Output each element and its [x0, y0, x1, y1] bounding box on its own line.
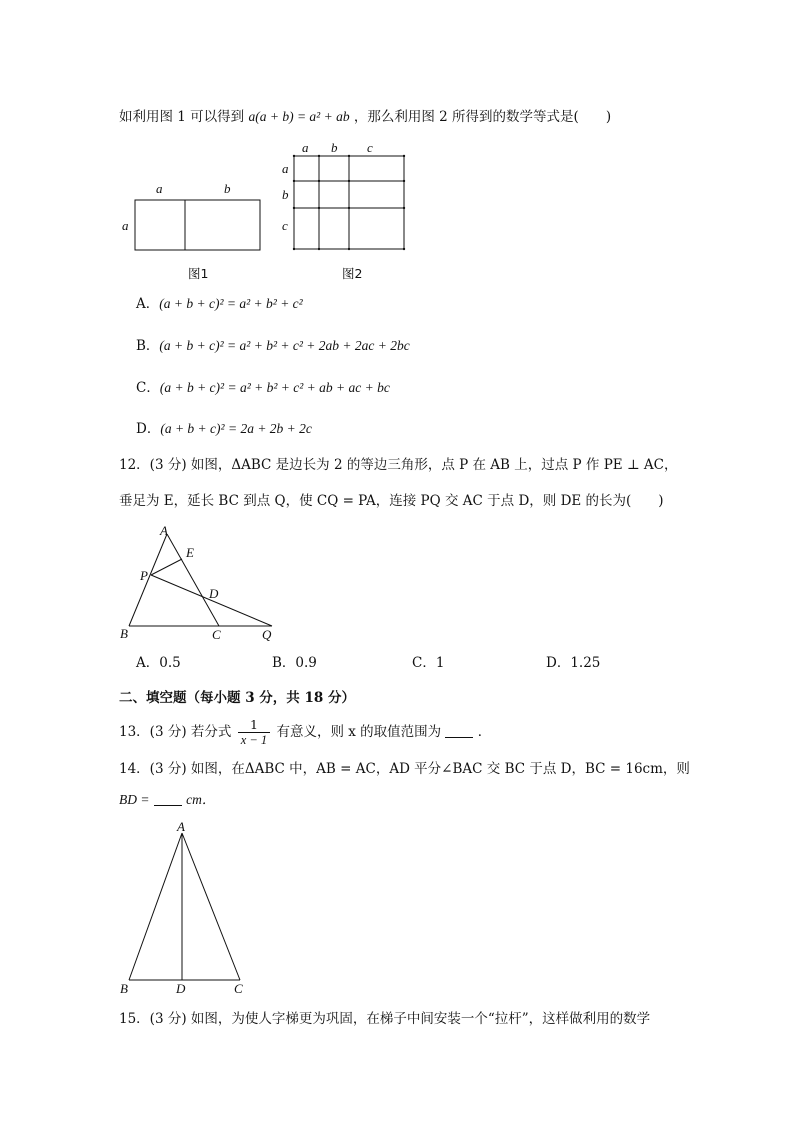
option-text: 1 [435, 655, 445, 671]
fig2-label-left-c: c [282, 218, 288, 233]
fig2-label-left-b: b [282, 187, 289, 202]
option-letter: B． [272, 655, 296, 671]
q12-label-p: P [140, 568, 148, 583]
q13-stem [119, 715, 491, 749]
q12-label-d: D [209, 586, 219, 601]
figure-1 [122, 181, 260, 281]
option-text: (a + b + c)² = a² + b² + c² + 2ab + 2ac + 2bc [159, 338, 410, 353]
q13-numerator: 1 [238, 718, 270, 733]
q14-label-a: A [177, 819, 185, 834]
q11-option-c[interactable] [136, 379, 390, 397]
fig1-label-a-left: a [122, 218, 129, 233]
fig2-caption: 图2 [342, 266, 363, 281]
option-text: 0.5 [159, 655, 181, 671]
q13-end: ． [477, 724, 492, 740]
q13-fraction [238, 718, 270, 747]
q13-prefix: 13．(3 分) 若分式 [119, 724, 232, 740]
option-letter: C． [136, 380, 160, 396]
q13-suffix: 有意义，则 x 的取值范围为 [276, 724, 442, 740]
q11-stem-suffix: ，那么利用图 2 所得到的数学等式是( ) [353, 109, 612, 125]
option-letter: A． [136, 655, 160, 671]
q14-figure [112, 818, 252, 998]
q14-answer-blank[interactable] [154, 793, 182, 806]
q12-label-q: Q [262, 627, 272, 642]
option-text: (a + b + c)² = a² + b² + c² [159, 296, 303, 311]
q12-option-a[interactable] [136, 654, 181, 672]
q14-stem-line1: 14．(3 分) 如图，在ΔABC 中，AB = AC，AD 平分∠BAC 交 BC 于点 D，BC = 16cm，则 [119, 761, 690, 777]
q12-label-c: C [212, 627, 221, 642]
option-letter: D． [136, 421, 161, 437]
q12-option-d[interactable] [546, 654, 600, 672]
q14-bd-label: BD = [119, 792, 150, 807]
q12-stem-line2: 垂足为 E，延长 BC 到点 Q，使 CQ = PA，连接 PQ 交 AC 于点 D，则 DE 的长为( ) [119, 493, 664, 509]
q14-label-b: B [120, 981, 128, 996]
q14-label-c: C [234, 981, 243, 996]
option-text: (a + b + c)² = a² + b² + c² + ab + ac + bc [159, 380, 390, 395]
q12-figure [112, 522, 282, 647]
fig1-label-b-top: b [224, 181, 231, 196]
fig2-label-left-a: a [282, 161, 289, 176]
q11-stem-formula: a(a + b) = a² + ab [248, 109, 350, 124]
q12-label-b: B [120, 626, 128, 641]
q14-unit: cm． [186, 792, 216, 807]
option-letter: A． [136, 296, 160, 312]
q11-option-b[interactable] [136, 337, 410, 355]
q12-stem-line1: 12．(3 分) 如图，ΔABC 是边长为 2 的等边三角形，点 P 在 AB 上，过点 P 作 PE ⊥ AC， [119, 457, 678, 473]
fig2-label-top-c: c [367, 140, 373, 155]
fig2-label-top-a: a [302, 140, 309, 155]
q12-option-c[interactable] [412, 654, 444, 672]
q14-stem-line2 [119, 791, 215, 809]
option-letter: B． [136, 338, 160, 354]
option-letter: C． [412, 655, 436, 671]
q12-label-e: E [186, 545, 194, 560]
q11-figures [110, 138, 420, 288]
section-2-heading: 二、填空题（每小题 3 分，共 18 分） [119, 690, 355, 706]
q11-stem [119, 108, 611, 126]
fig2-label-top-b: b [331, 140, 338, 155]
q12-label-a: A [160, 523, 168, 538]
figure-2 [282, 140, 405, 281]
option-letter: D． [546, 655, 571, 671]
option-text: 0.9 [295, 655, 317, 671]
fig1-caption: 图1 [188, 266, 209, 281]
q13-answer-blank[interactable] [445, 725, 473, 738]
option-text: 1.25 [570, 655, 601, 671]
q11-option-a[interactable] [136, 295, 303, 313]
q15-stem-line1: 15．(3 分) 如图，为使人字梯更为巩固，在梯子中间安装一个“拉杆”，这样做利用的数学 [119, 1011, 651, 1027]
q12-option-b[interactable] [272, 654, 317, 672]
q11-option-d[interactable] [136, 420, 312, 438]
option-text: (a + b + c)² = 2a + 2b + 2c [160, 421, 312, 436]
q14-label-d: D [176, 981, 186, 996]
q11-stem-prefix: 如利用图 1 可以得到 [119, 109, 245, 125]
q13-denominator: x − 1 [240, 733, 268, 747]
fig1-label-a-top: a [156, 181, 163, 196]
